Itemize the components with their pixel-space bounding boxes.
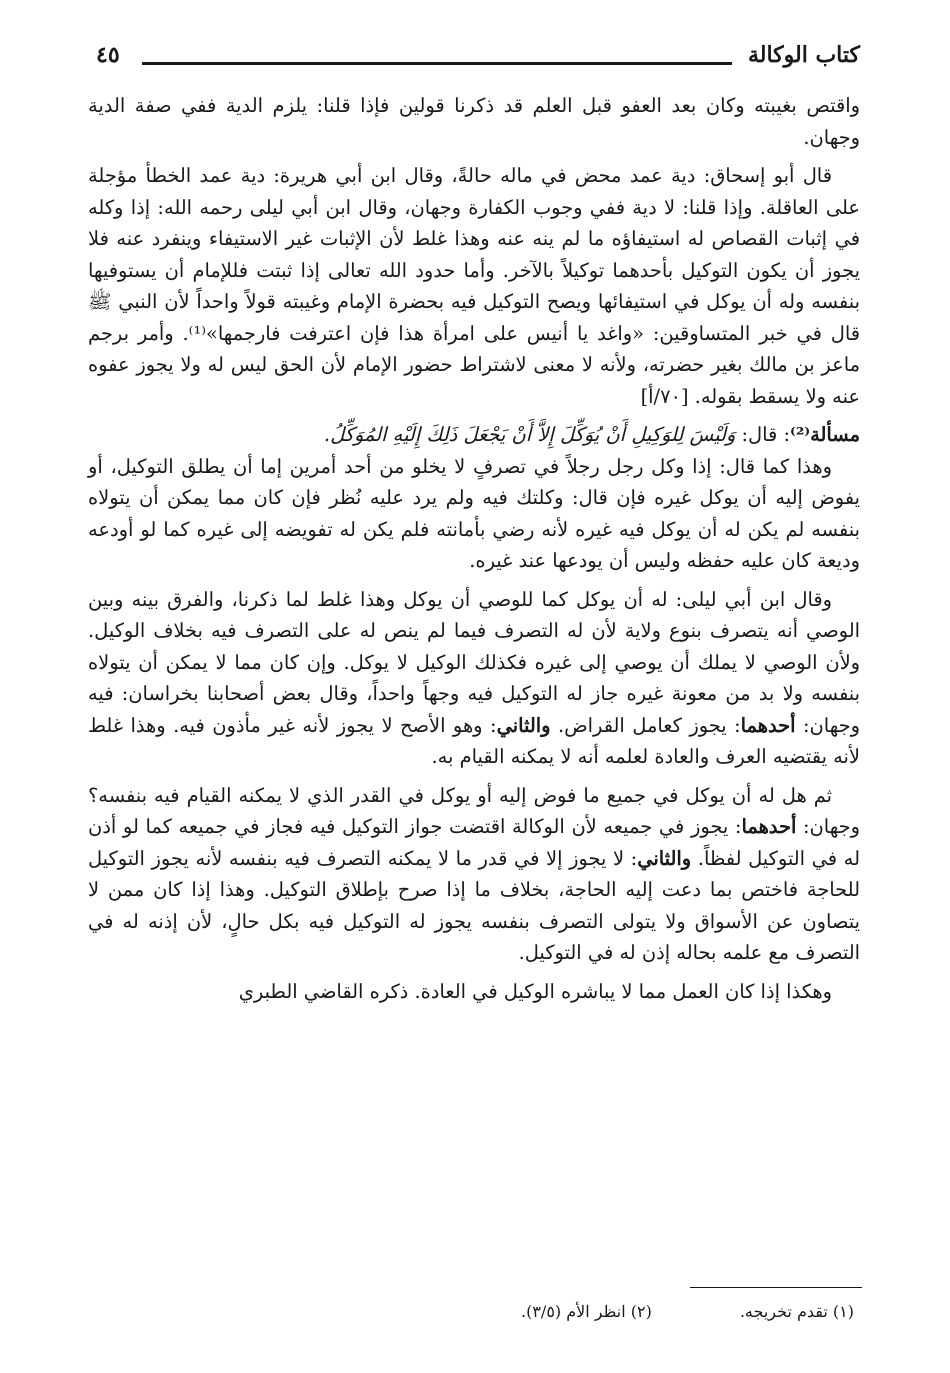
masala-intro: : قال: xyxy=(735,423,791,446)
p6-text-2: : يجوز في جميعه لأن الوكالة اقتضت جواز التوكيل فيه فجاز في جميعه كما لو أذن له في التوكيل لفظاً. xyxy=(88,815,860,870)
page-number: ٤٥ xyxy=(96,42,120,68)
p6-keyword-1: أحدهما xyxy=(741,815,797,838)
body-text xyxy=(88,90,860,1007)
book-title: كتاب الوكالة xyxy=(747,42,860,68)
footnote-rule xyxy=(690,1287,862,1288)
masala-paragraph xyxy=(88,419,860,451)
header-rule xyxy=(142,62,732,65)
p5-text-3: : وهو الأصح لا يجوز لأنه غير مأذون فيه. وهذا غلط لأنه يقتضيه العرف والعادة لعلمه أنه لا يمكنه القيام به. xyxy=(88,713,860,768)
footnote-1: (١) تقدم تخريجه. xyxy=(739,1302,854,1321)
running-header xyxy=(88,38,860,82)
p5-keyword-2: والثاني xyxy=(496,713,551,737)
p5-keyword-1: أحدهما xyxy=(740,713,796,737)
footnotes xyxy=(521,1302,854,1321)
masala-label: مسألة⁽²⁾ xyxy=(790,423,860,446)
paragraph-7: وهكذا إذا كان العمل مما لا يباشره الوكيل في العادة. ذكره القاضي الطبري xyxy=(238,979,832,1003)
p5-text-1: وقال ابن أبي ليلى: له أن يوكل كما للوصي أن يوكل وهذا غلط لما ذكرنا، والفرق بينه وبين الوصي أنه يتصرف بنوع ولاية لأن له التصرف فيما لم ينص له على التصرف فيه بخلاف الوكيل. ولأن الوصي لا يملك أن يوصي إلى غيره فكذلك الوكيل لا يوكل. وإن كان مما لا يمكن أن يتولاه بنفسه ولا بد من معونة غيره جاز له التوكيل فيه وجهاً واحداً، وقال بعض أصحابنا بخراسان: فيه وجهان: xyxy=(88,587,860,737)
p6-text-1: ثم هل له أن يوكل في جميع ما فوض إليه أو يوكل في القدر الذي لا يمكنه القيام فيه بنفسه؟ وجهان: xyxy=(88,783,860,838)
paragraph-6 xyxy=(88,780,860,969)
paragraph-5 xyxy=(88,584,860,773)
p6-text-3: : لا يجوز إلا في قدر ما لا يمكنه التصرف فيه بنفسه لأنه يجوز التوكيل للحاجة فاختص بما دعت إليه الحاجة، بخلاف ما إذا صرح بإطلاق التوكيل. وهذا إذا كان ممن لا يتصاون عن الأسواق ولا يتولى التصرف بنفسه يجوز له التوكيل فيه بكل حالٍ، لأن إذنه له في التصرف مع علمه بحاله إذن له في التوكيل. xyxy=(88,846,860,964)
page xyxy=(88,38,860,1007)
paragraph-4: وهذا كما قال: إذا وكل رجل رجلاً في تصرفٍ لا يخلو من أحد أمرين إما أن يطلق التوكيل، أو يفوض إليه أن يوكل غيره فإن قال: وكلتك فيه ولم يرد عليه نُظر فإن كان مما يمكن أن يتولاه بنفسه لم يكن له أن يوكل فيه غيره لأنه رضي بأمانته فلم يكن له تفويضه إلى غيره كما لو أودعه وديعة كان عليه حفظه وليس أن يودعها عند غيره. xyxy=(88,454,860,572)
p6-keyword-2: والثاني xyxy=(637,846,692,870)
paragraph-2: قال أبو إسحاق: دية عمد محض في ماله حالةً، وقال ابن أبي هريرة: دية عمد الخطأ مؤجلة على العاقلة. وإذا قلنا: لا دية ففي وجوب الكفارة وجهان، وقال ابن أبي ليلى رحمه الله: إذا وكله في إثبات القصاص له استيفاؤه ما لم ينه عنه وهذا غلط لأن الإثبات غير الاستيفاء وينفرد عنه فلا يجوز أن يكون التوكيل بأحدهما توكيلاً بالآخر. وأما حدود الله تعالى إذا ثبتت فللإمام أن يستوفيها بنفسه وله أن يوكل في استيفائها ويصح التوكيل فيه بحضرة الإمام وغيبته قولاً واحداً لأن النبي ﷺ قال في خبر المتساوقين: «واغد يا أنيس على امرأة هذا فإن اعترفت فارجمها»⁽¹⁾. وأمر برجم ماعز بن مالك بغير حضرته، ولأنه لا معنى لاشتراط حضور الإمام لأن الحق ليس له ولا يجوز عفوه عنه ولا يسقط بقوله. [٧٠/أ] xyxy=(88,164,860,408)
masala-quote: وَلَيْسَ لِلوَكِيلِ أَنْ يُوَكِّلَ إِلاَّ أَنْ يَجْعَلَ ذَلِكَ إِلَيْهِ المُوَكِّلُ. xyxy=(323,423,736,446)
p5-text-2: : يجوز كعامل القراض. xyxy=(550,713,741,737)
footnote-2: (٢) انظر الأم (٣/٥). xyxy=(521,1302,652,1321)
paragraph-1: واقتص بغيبته وكان بعد العفو قبل العلم قد ذكرنا قولين فإذا قلنا: يلزم الدية ففي صفة الدية وجهان. xyxy=(88,94,860,149)
